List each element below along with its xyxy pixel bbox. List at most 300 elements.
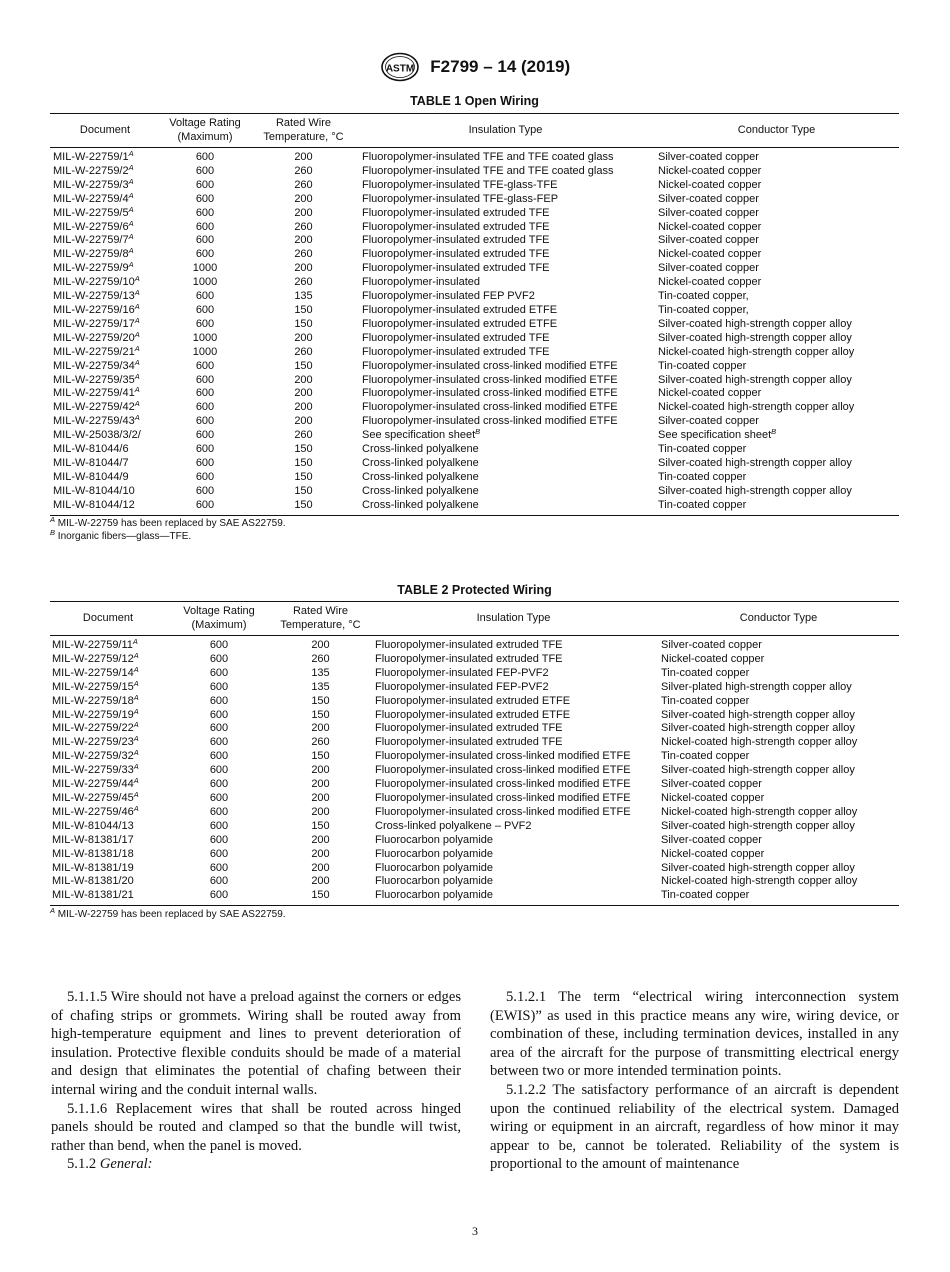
footnote-a: $^A$ MIL-W-22759 has been replaced by SAE AS22759. [50, 515, 286, 529]
cell-document: MIL-$W-22759/9^A$ [53, 262, 134, 275]
table-row [50, 681, 899, 695]
table1-header-voltage: Voltage Rating (Maximum) [160, 114, 250, 148]
table-row [50, 636, 899, 653]
cell-insulation: Fluoropolymer-insulated extruded TFE [375, 639, 563, 651]
table-row [50, 148, 899, 165]
cell-conductor: Tin-coated copper [658, 443, 747, 456]
table1-header-insulation: Insulation Type [357, 114, 654, 148]
cell-temperature: 200 [294, 401, 313, 414]
cell-insulation: Fluoropolymer-insulated FEP-PVF2 [375, 666, 549, 679]
cell-document: MIL-W-25038/3/2/ [53, 429, 141, 442]
cell-insulation: Fluoropolymer-insulated cross-linked modified ETFE [375, 791, 631, 804]
cell-document: MIL-$W-22759/43^A$ [53, 415, 140, 428]
table1 [50, 113, 899, 516]
cell-voltage: 600 [209, 736, 229, 749]
table-row [50, 207, 899, 221]
cell-voltage: 600 [195, 415, 215, 428]
cell-temperature: 150 [294, 443, 313, 456]
cell-insulation: Fluoropolymer-insulated extruded TFE [362, 206, 550, 219]
cell-temperature: 200 [294, 206, 313, 219]
cell-insulation: Fluoropolymer-insulated extruded ETFE [375, 708, 571, 721]
cell-voltage: 600 [195, 178, 215, 191]
cell-voltage: 600 [209, 847, 229, 860]
cell-voltage: 600 [209, 694, 229, 707]
cell-conductor: Nickel-coated high-strength copper alloy [661, 736, 858, 749]
cell-conductor: Silver-coated copper [658, 262, 759, 275]
cell-voltage: 600 [195, 206, 215, 219]
table-row [50, 471, 899, 485]
table-row [50, 485, 899, 499]
cell-conductor: Silver-coated copper [661, 833, 762, 846]
cell-conductor: Tin-coated copper, [658, 303, 749, 316]
cell-conductor: Silver-coated high-strength copper alloy [658, 456, 852, 469]
cell-temperature: 260 [294, 248, 313, 261]
cell-insulation: Fluoropolymer-insulated extruded TFE [362, 248, 550, 261]
cell-insulation: Fluorocarbon polyamide [375, 875, 494, 888]
table-row [50, 193, 899, 207]
cell-document: MIL-$W-22759/20^A$ [53, 331, 140, 344]
cell-temperature: 260 [294, 429, 313, 442]
cell-temperature: 150 [294, 456, 313, 469]
cell-document: MIL-W-81044/6 [53, 443, 129, 456]
cell-document: MIL-$W-22759/34^A$ [53, 359, 140, 372]
cell-temperature: 200 [294, 234, 313, 247]
cell-insulation: Fluoropolymer-insulated TFE and TFE coated glass [362, 164, 614, 177]
table-row [50, 764, 899, 778]
cell-insulation: Fluoropolymer-insulated cross-linked modified ETFE [375, 764, 631, 777]
cell-document: MIL-W-81044/7 [53, 456, 129, 469]
cell-insulation: Fluoropolymer-insulated cross-linked modified ETFE [375, 750, 631, 763]
cell-document: MIL-$W-22759/15^A$ [52, 680, 139, 693]
table-row [50, 820, 899, 834]
cell-conductor: Nickel-coated copper [658, 220, 762, 233]
cell-voltage: 600 [209, 666, 229, 679]
cell-conductor: Nickel-coated copper [661, 847, 765, 860]
cell-voltage: 600 [195, 443, 215, 456]
cell-temperature: 150 [250, 499, 357, 515]
right-column [490, 988, 899, 1174]
cell-voltage: 600 [195, 290, 215, 303]
cell-conductor: Nickel-coated high-strength copper alloy [658, 345, 855, 358]
table-row [50, 834, 899, 848]
cell-conductor: Silver-coated copper [661, 639, 762, 651]
cell-conductor: Nickel-coated copper [658, 178, 762, 191]
cell-voltage: 600 [195, 401, 215, 414]
paragraph-5-1-2-2: 5.1.2.2 The satisfactory performance of an aircraft is dependent upon the continued reliability of the electrical system. Damaged wiring or equipment in an aircraft, regardless of how minor it may appear to be, cannot be tolerated. Reliability of the system is proportional to the amount of maintenance [490, 1081, 899, 1173]
cell-voltage: 600 [209, 750, 229, 763]
cell-insulation: Fluoropolymer-insulated FEP-PVF2 [375, 680, 549, 693]
standard-designation: F2799 – 14 (2019) [430, 57, 571, 76]
cell-temperature: 260 [294, 178, 313, 191]
cell-insulation: Fluorocarbon polyamide [375, 833, 494, 846]
cell-temperature: 200 [294, 415, 313, 428]
cell-temperature: 200 [311, 861, 330, 874]
cell-voltage: 600 [209, 833, 229, 846]
cell-document: MIL-W-81044/12 [50, 499, 160, 515]
table-row [50, 875, 899, 889]
cell-temperature: 200 [311, 778, 330, 791]
cell-document: MIL-W-81044/10 [53, 484, 135, 497]
cell-temperature: 200 [294, 331, 313, 344]
table2-header-voltage: Voltage Rating (Maximum) [166, 602, 272, 636]
cell-conductor: Nickel-coated copper [661, 791, 765, 804]
cell-insulation: Cross-linked polyalkene [362, 484, 479, 497]
cell-voltage: 1000 [192, 276, 218, 289]
cell-insulation: Fluoropolymer-insulated FEP PVF2 [362, 290, 535, 303]
astm-logo-icon [380, 52, 420, 82]
section-heading-5-1-2: 5.1.2 General: [67, 1156, 153, 1173]
cell-temperature: 135 [311, 666, 330, 679]
cell-voltage: 600 [195, 248, 215, 261]
cell-insulation: Fluoropolymer-insulated extruded TFE [362, 234, 550, 247]
cell-conductor: Silver-plated high-strength copper alloy [661, 680, 852, 693]
table-row [50, 304, 899, 318]
cell-voltage: 600 [195, 151, 215, 163]
table-row [50, 415, 899, 429]
cell-voltage: 600 [209, 805, 229, 818]
cell-conductor: Silver-coated copper [658, 415, 759, 428]
cell-insulation: Fluoropolymer-insulated cross-linked modified ETFE [362, 359, 618, 372]
table1-footnotes [50, 517, 286, 543]
cell-insulation: Fluoropolymer-insulated [362, 276, 480, 289]
table-row [50, 332, 899, 346]
cell-insulation: Fluoropolymer-insulated TFE and TFE coated glass [362, 151, 614, 163]
cell-voltage: 600 [209, 819, 229, 832]
cell-temperature: 150 [294, 359, 313, 372]
cell-temperature: 200 [311, 847, 330, 860]
cell-voltage: 600 [209, 861, 229, 874]
cell-temperature: 150 [311, 694, 330, 707]
cell-conductor: Silver-coated high-strength copper alloy [658, 317, 852, 330]
cell-insulation: Fluoropolymer-insulated extruded TFE [362, 262, 550, 275]
cell-voltage: 600 [209, 791, 229, 804]
cell-insulation: Fluoropolymer-insulated cross-linked modified ETFE [375, 805, 631, 818]
table2-title: TABLE 2 Protected Wiring [397, 583, 552, 597]
cell-temperature: 200 [294, 262, 313, 275]
table-row [50, 276, 899, 290]
cell-conductor: Silver-coated high-strength copper alloy [661, 764, 855, 777]
table2 [50, 601, 899, 906]
cell-conductor: Nickel-coated copper [661, 652, 765, 665]
cell-document: MIL-$W-22759/23^A$ [52, 736, 139, 749]
cell-voltage: 600 [195, 429, 215, 442]
cell-temperature: 150 [294, 317, 313, 330]
cell-conductor: Silver-coated high-strength copper alloy [658, 331, 852, 344]
cell-insulation: Fluoropolymer-insulated extruded TFE [362, 331, 550, 344]
cell-voltage: 1000 [192, 262, 218, 275]
table2-header-conductor: Conductor Type [658, 602, 899, 636]
cell-voltage: 600 [195, 456, 215, 469]
cell-voltage: 600 [195, 220, 215, 233]
cell-conductor: Silver-coated high-strength copper alloy [658, 373, 852, 386]
cell-insulation: Fluoropolymer-insulated cross-linked modified ETFE [362, 373, 618, 386]
cell-temperature: 150 [311, 819, 330, 832]
cell-temperature: 260 [311, 736, 330, 749]
table-row [50, 792, 899, 806]
cell-conductor: Tin-coated copper [661, 666, 750, 679]
cell-insulation: Fluoropolymer-insulated extruded TFE [362, 345, 550, 358]
cell-insulation: Fluoropolymer-insulated TFE-glass-TFE [362, 178, 558, 191]
cell-voltage: 600 [209, 639, 229, 651]
table-row [50, 234, 899, 248]
cell-insulation: Fluoropolymer-insulated extruded TFE [362, 220, 550, 233]
cell-conductor: See specification sheet$^B$ [658, 429, 777, 442]
cell-document: MIL-$W-22759/19^A$ [52, 708, 139, 721]
table2-header-insulation: Insulation Type [369, 602, 658, 636]
cell-conductor: Silver-coated high-strength copper alloy [661, 708, 855, 721]
cell-voltage: 600 [209, 764, 229, 777]
cell-document: MIL-$W-22759/18^A$ [52, 694, 139, 707]
cell-conductor: Tin-coated copper [654, 499, 899, 515]
cell-voltage: 600 [195, 359, 215, 372]
cell-conductor: Tin-coated copper [658, 889, 899, 905]
table-row [50, 221, 899, 235]
cell-conductor: Silver-coated high-strength copper alloy [661, 819, 855, 832]
cell-temperature: 200 [311, 833, 330, 846]
cell-temperature: 200 [311, 639, 330, 651]
cell-temperature: 260 [294, 276, 313, 289]
cell-conductor: Nickel-coated copper [658, 164, 762, 177]
cell-insulation: Cross-linked polyalkene – PVF2 [375, 819, 532, 832]
cell-temperature: 260 [294, 164, 313, 177]
cell-conductor: Tin-coated copper [658, 470, 747, 483]
cell-conductor: Tin-coated copper, [658, 290, 749, 303]
table-row [50, 290, 899, 304]
table-row [50, 778, 899, 792]
cell-document: MIL-W-81381/19 [52, 861, 134, 874]
cell-temperature: 200 [311, 764, 330, 777]
cell-document: MIL-$W-22759/10^A$ [53, 276, 140, 289]
cell-document: MIL-$W-22759/14^A$ [52, 666, 139, 679]
cell-insulation: Fluoropolymer-insulated extruded TFE [375, 736, 563, 749]
cell-insulation: Fluoropolymer-insulated cross-linked modified ETFE [362, 401, 618, 414]
cell-insulation: Fluoropolymer-insulated cross-linked modified ETFE [362, 415, 618, 428]
cell-conductor: Nickel-coated high-strength copper alloy [661, 875, 858, 888]
cell-conductor: Nickel-coated high-strength copper alloy [658, 401, 855, 414]
cell-insulation: Fluorocarbon polyamide [375, 847, 494, 860]
cell-conductor: Tin-coated copper [658, 359, 747, 372]
cell-voltage: 600 [195, 192, 215, 205]
cell-voltage: 600 [195, 470, 215, 483]
cell-insulation: Fluorocarbon polyamide [369, 889, 658, 905]
cell-document: MIL-$W-22759/41^A$ [53, 387, 140, 400]
table-row [50, 499, 899, 515]
cell-document: MIL-$W-22759/5^A$ [53, 206, 134, 219]
cell-temperature: 260 [294, 220, 313, 233]
cell-temperature: 200 [311, 791, 330, 804]
table-row [50, 722, 899, 736]
paragraph-5-1-1-5: 5.1.1.5 Wire should not have a preload against the corners or edges of chafing strips or grommets. Wiring shall be routed away from high-temperature equipment and lines to prevent deterioration of insulation. Protective flexible conduits should be made of a material and design that eliminates the potential of chafing between their internal wiring and the conduit internal walls. [51, 989, 461, 1098]
cell-temperature: 150 [272, 889, 369, 905]
cell-conductor: Nickel-coated high-strength copper alloy [661, 805, 858, 818]
page-header [0, 52, 950, 82]
cell-document: MIL-$W-22759/13^A$ [53, 290, 140, 303]
cell-conductor: Tin-coated copper [661, 694, 750, 707]
cell-temperature: 200 [294, 192, 313, 205]
cell-voltage: 600 [195, 164, 215, 177]
table-row [50, 262, 899, 276]
cell-document: MIL-$W-22759/7^A$ [53, 234, 134, 247]
cell-temperature: 150 [294, 470, 313, 483]
cell-temperature: 135 [311, 680, 330, 693]
table2-header-temperature: Rated Wire Temperature, °C [272, 602, 369, 636]
table-row [50, 695, 899, 709]
cell-voltage: 600 [195, 317, 215, 330]
cell-voltage: 1000 [192, 331, 218, 344]
table2-body [50, 636, 899, 906]
cell-document: MIL-W-81381/17 [52, 833, 134, 846]
table-row [50, 401, 899, 415]
cell-voltage: 600 [209, 875, 229, 888]
cell-conductor: Silver-coated copper [658, 234, 759, 247]
cell-document: MIL-$W-22759/33^A$ [52, 764, 139, 777]
table1-header-temperature: Rated Wire Temperature, °C [250, 114, 357, 148]
cell-temperature: 200 [294, 387, 313, 400]
cell-voltage: 1000 [192, 345, 218, 358]
table-row [50, 374, 899, 388]
cell-document: MIL-$W-22759/11^A$ [52, 637, 138, 651]
cell-insulation: See specification sheet$^B$ [362, 429, 481, 442]
cell-conductor: Silver-coated copper [658, 151, 759, 163]
cell-voltage: 600 [209, 722, 229, 735]
cell-voltage: 600 [209, 652, 229, 665]
cell-conductor: Silver-coated copper [661, 778, 762, 791]
table-row [50, 248, 899, 262]
cell-document: MIL-W-81044/9 [53, 470, 129, 483]
table-row [50, 848, 899, 862]
cell-temperature: 200 [311, 722, 330, 735]
cell-voltage: 600 [195, 373, 215, 386]
cell-conductor: Tin-coated copper [661, 750, 750, 763]
cell-insulation: Fluoropolymer-insulated TFE-glass-FEP [362, 192, 559, 205]
table-row [50, 709, 899, 723]
cell-document: MIL-$W-22759/6^A$ [53, 220, 134, 233]
cell-document: MIL-$W-22759/32^A$ [52, 750, 139, 763]
cell-document: MIL-$W-22759/8^A$ [53, 248, 134, 261]
page-number: 3 [472, 1224, 478, 1238]
cell-conductor: Silver-coated high-strength copper alloy [658, 484, 852, 497]
cell-temperature: 200 [294, 151, 313, 163]
cell-document: MIL-$W-22759/2^A$ [53, 164, 134, 177]
cell-conductor: Nickel-coated copper [658, 276, 762, 289]
cell-document: MIL-$W-22759/22^A$ [52, 722, 139, 735]
cell-document: MIL-$W-22759/16^A$ [53, 303, 140, 316]
cell-temperature: 135 [294, 290, 313, 303]
table-row [50, 318, 899, 332]
cell-document: MIL-$W-22759/17^A$ [53, 317, 140, 330]
cell-insulation: Fluoropolymer-insulated extruded ETFE [362, 303, 558, 316]
table2-header-document: Document [50, 602, 166, 636]
table-row [50, 443, 899, 457]
table-row [50, 457, 899, 471]
cell-document: MIL-W-81044/13 [52, 819, 134, 832]
cell-document: MIL-$W-22759/21^A$ [53, 345, 140, 358]
cell-document: MIL-W-81381/18 [52, 847, 134, 860]
cell-document: MIL-$W-22759/3^A$ [53, 178, 134, 191]
table-row [50, 806, 899, 820]
cell-document: MIL-$W-22759/42^A$ [53, 401, 140, 414]
cell-voltage: 600 [209, 778, 229, 791]
cell-conductor: Nickel-coated copper [658, 248, 762, 261]
cell-voltage: 600 [209, 680, 229, 693]
table1-header-document: Document [50, 114, 160, 148]
cell-document: MIL-$W-22759/1^A$ [53, 149, 134, 163]
table-row [50, 862, 899, 876]
cell-temperature: 200 [311, 875, 330, 888]
footnote-a: $^A$ MIL-W-22759 has been replaced by SAE AS22759. [50, 906, 286, 920]
table1-title: TABLE 1 Open Wiring [410, 94, 539, 108]
cell-temperature: 150 [311, 750, 330, 763]
cell-conductor: Nickel-coated copper [658, 387, 762, 400]
cell-conductor: Silver-coated high-strength copper alloy [661, 861, 855, 874]
cell-document: MIL-$W-22759/44^A$ [52, 778, 139, 791]
table-row [50, 387, 899, 401]
logo-text: ASTM [385, 63, 414, 75]
table-row [50, 346, 899, 360]
cell-temperature: 150 [311, 708, 330, 721]
cell-voltage: 600 [195, 387, 215, 400]
table-row [50, 179, 899, 193]
cell-voltage: 600 [160, 499, 250, 515]
cell-insulation: Fluoropolymer-insulated cross-linked modified ETFE [375, 778, 631, 791]
cell-insulation: Fluoropolymer-insulated extruded TFE [375, 652, 563, 665]
table1-body [50, 148, 899, 516]
cell-temperature: 150 [294, 303, 313, 316]
cell-voltage: 600 [195, 484, 215, 497]
cell-conductor: Silver-coated copper [658, 192, 759, 205]
cell-temperature: 200 [311, 805, 330, 818]
cell-temperature: 260 [294, 345, 313, 358]
cell-insulation: Cross-linked polyalkene [362, 443, 479, 456]
cell-voltage: 600 [209, 708, 229, 721]
cell-document: MIL-$W-22759/46^A$ [52, 805, 139, 818]
table-row [50, 429, 899, 443]
cell-document: MIL-$W-22759/35^A$ [53, 373, 140, 386]
cell-insulation: Fluoropolymer-insulated cross-linked modified ETFE [362, 387, 618, 400]
cell-insulation: Cross-linked polyalkene [362, 470, 479, 483]
cell-voltage: 600 [195, 234, 215, 247]
table-row [50, 750, 899, 764]
cell-temperature: 200 [294, 373, 313, 386]
cell-voltage: 600 [166, 889, 272, 905]
footnote-b: $^B$ Inorganic fibers—glass—TFE. [50, 528, 192, 542]
cell-document: MIL-W-81381/21 [50, 889, 166, 905]
table-row [50, 653, 899, 667]
table-row [50, 667, 899, 681]
paragraph-5-1-1-6: 5.1.1.6 Replacement wires that shall be routed across hinged panels should be routed and clamped so that the bundle will twist, rather than bend, when the panel is moved. [51, 1100, 461, 1154]
cell-document: MIL-$W-22759/12^A$ [52, 652, 139, 665]
table1-header-conductor: Conductor Type [654, 114, 899, 148]
table2-footnotes [50, 908, 286, 921]
cell-temperature: 150 [294, 484, 313, 497]
cell-temperature: 260 [311, 652, 330, 665]
paragraph-5-1-2-1: 5.1.2.1 The term “electrical wiring interconnection system (EWIS)” as used in this practice means any wire, wiring device, or combination of these, including termination devices, installed in any area of the aircraft for the purpose of transmitting electrical energy between two or more intended termination points. [490, 989, 899, 1080]
cell-insulation: Fluoropolymer-insulated extruded ETFE [362, 317, 558, 330]
table-row [50, 889, 899, 905]
cell-insulation: Fluorocarbon polyamide [375, 861, 494, 874]
cell-document: MIL-W-81381/20 [52, 875, 134, 888]
cell-insulation: Cross-linked polyalkene [357, 499, 654, 515]
cell-document: MIL-$W-22759/45^A$ [52, 791, 139, 804]
cell-voltage: 600 [195, 303, 215, 316]
cell-document: MIL-$W-22759/4^A$ [53, 192, 134, 205]
table-row [50, 736, 899, 750]
cell-conductor: Silver-coated high-strength copper alloy [661, 722, 855, 735]
table-row [50, 165, 899, 179]
table-row [50, 360, 899, 374]
cell-insulation: Fluoropolymer-insulated extruded TFE [375, 722, 563, 735]
cell-insulation: Fluoropolymer-insulated extruded ETFE [375, 694, 571, 707]
